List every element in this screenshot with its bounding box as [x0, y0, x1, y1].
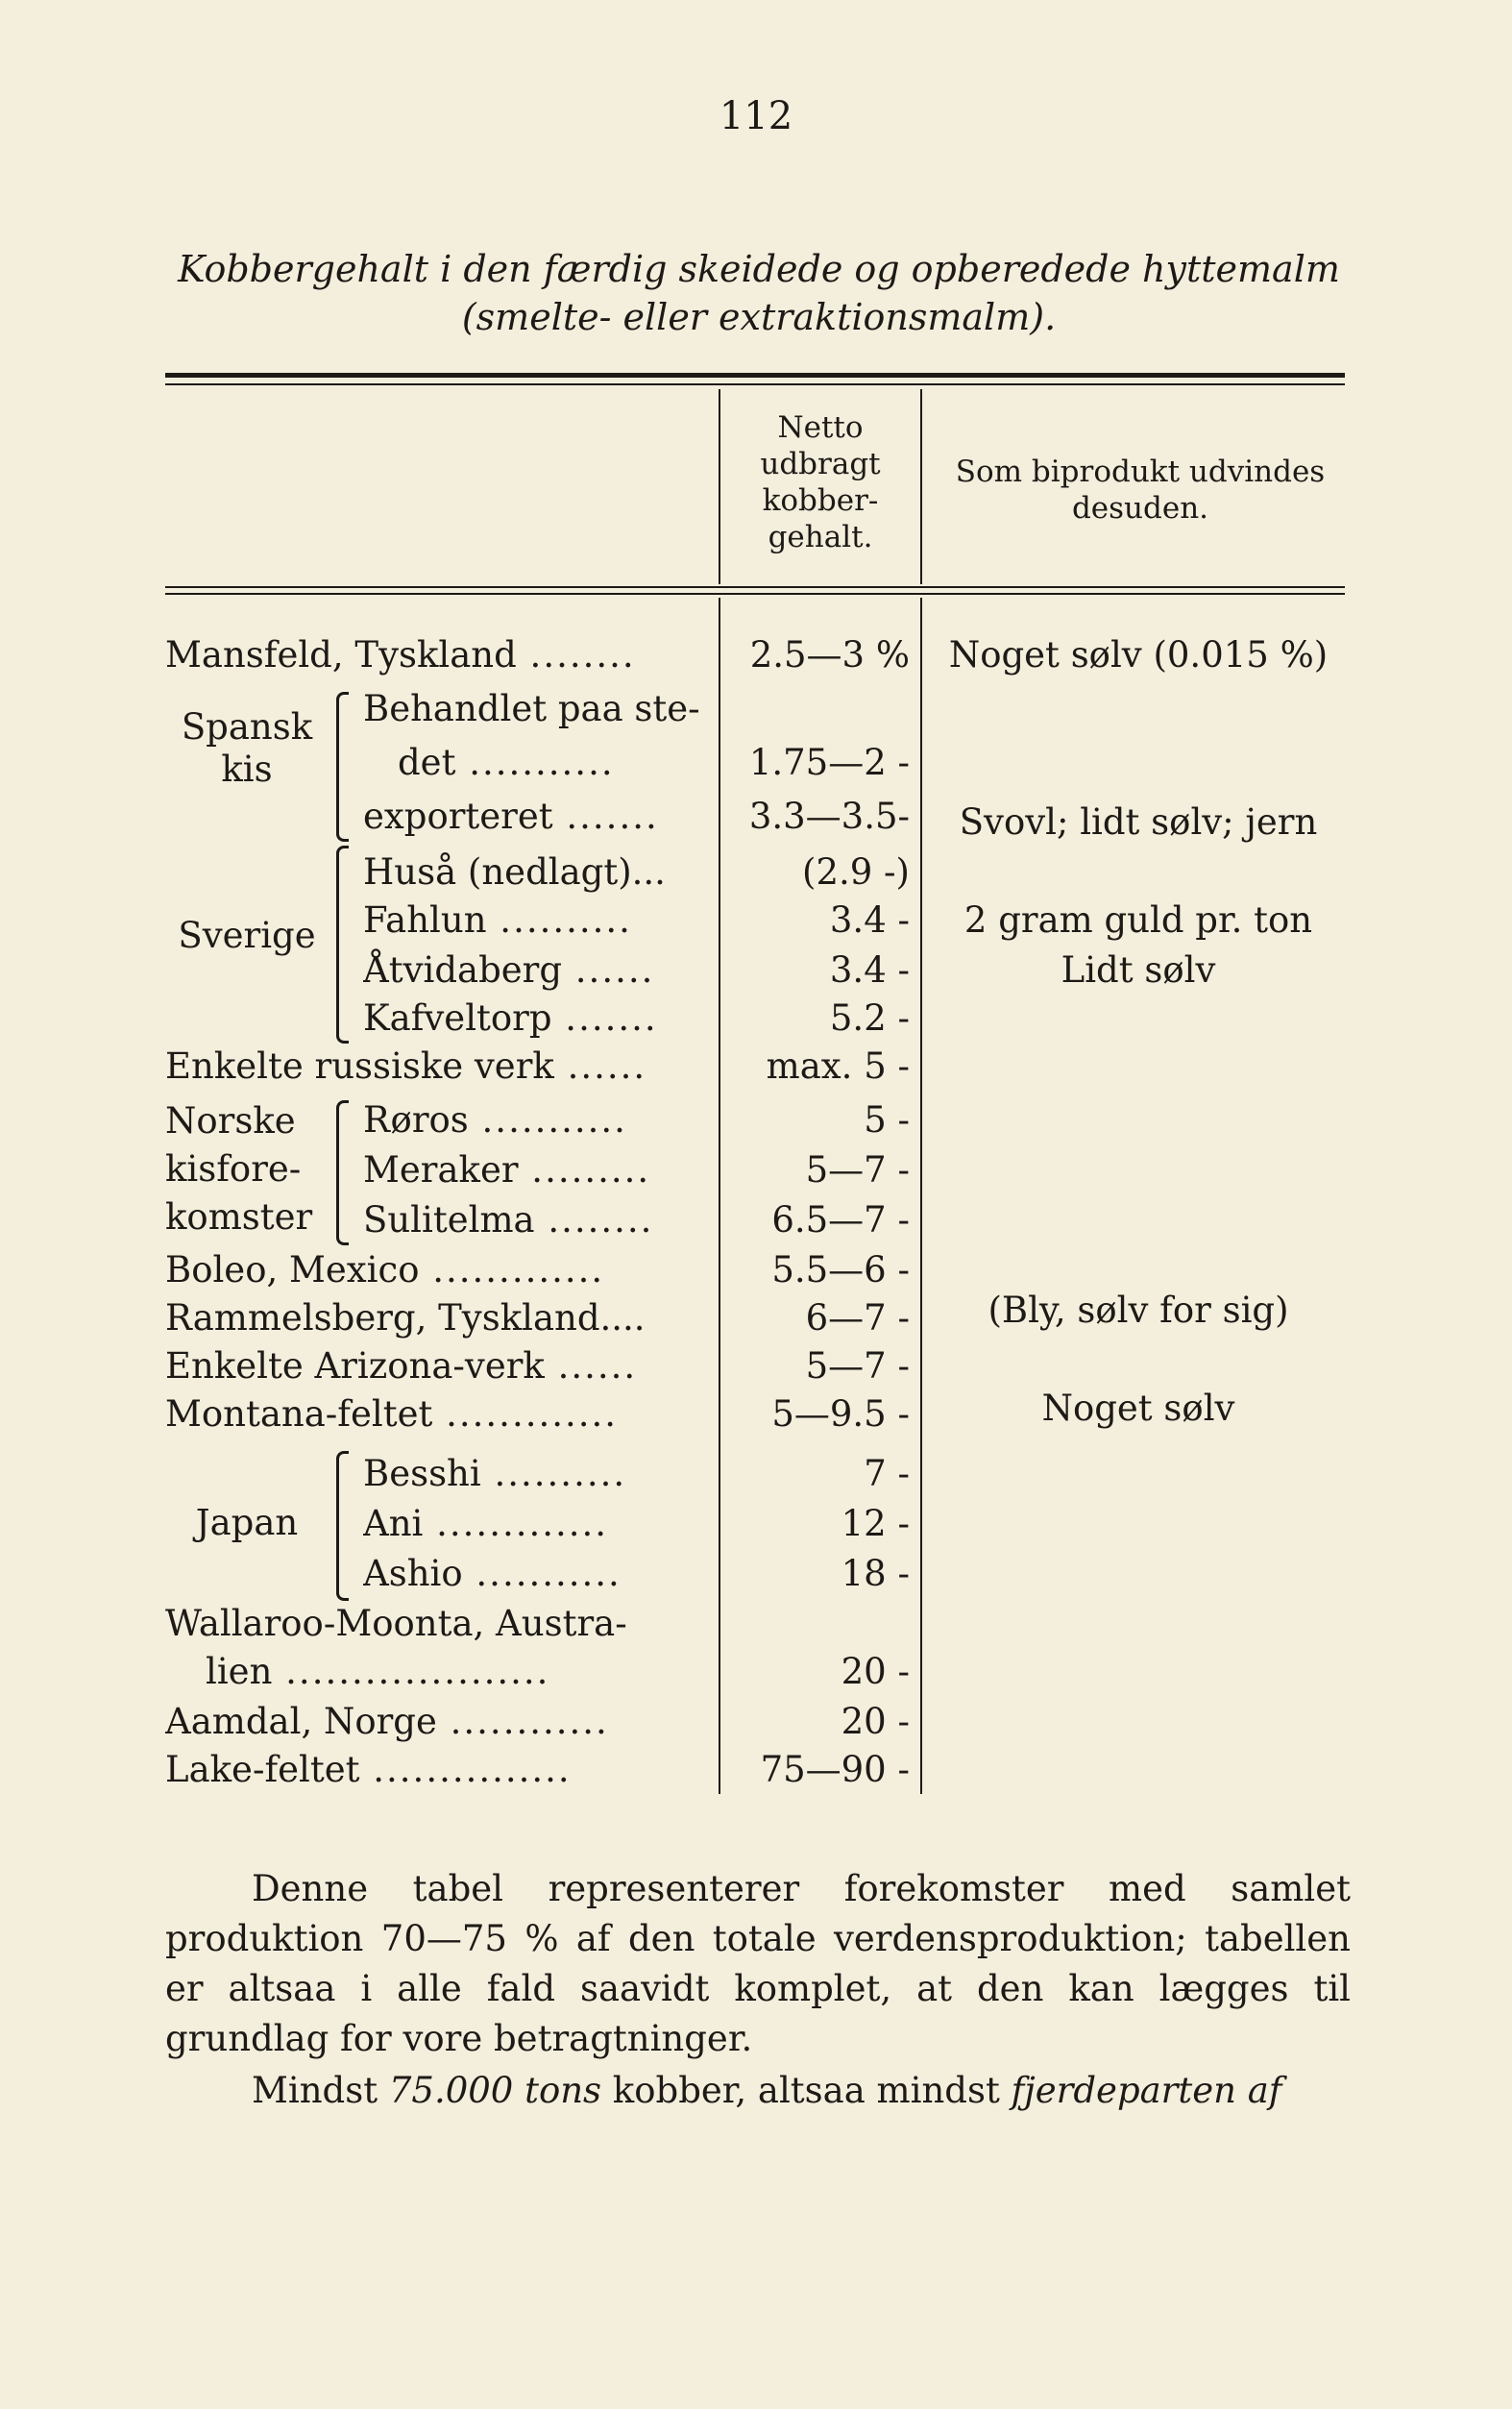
table-row-label: Fahlun ..........: [363, 899, 632, 941]
para2-italic: fjerdeparten af: [1011, 2070, 1282, 2111]
table-row-label: Mansfeld, Tyskland ........: [165, 634, 636, 676]
header-netto-line: gehalt.: [768, 520, 873, 554]
table-row-value: 2.5—3 %: [749, 634, 910, 676]
table-row-label: det ...........: [398, 742, 615, 783]
group-label-japan: [165, 1499, 329, 1547]
table-row-label: Aamdal, Norge ............: [165, 1701, 609, 1742]
header-rule-2: [165, 593, 1345, 595]
group-label-line: Japan: [195, 1502, 299, 1543]
header-biprodukt: [924, 454, 1356, 527]
group-label-line: Spansk: [181, 706, 313, 748]
para2-text: Mindst: [252, 2070, 389, 2111]
table-row-label: Enkelte russiske verk ......: [165, 1045, 647, 1087]
table-row-label: Lake-feltet ...............: [165, 1749, 572, 1790]
group-label-norske: [165, 1097, 357, 1241]
table-row-value: 3.4 -: [829, 949, 910, 991]
table-row-label: Besshi ..........: [363, 1453, 627, 1494]
page-number: 112: [719, 94, 793, 138]
table-row-value: 1.75—2 -: [748, 742, 910, 783]
table-row-label: Boleo, Mexico .............: [165, 1249, 605, 1291]
top-rule-thick: [165, 373, 1345, 378]
table-row-value: 5.5—6 -: [771, 1249, 910, 1291]
group-label-line: kis: [221, 749, 273, 790]
table-row-value: (2.9 -): [802, 851, 910, 893]
table-row-value: 5—7 -: [805, 1149, 910, 1191]
table-row-value: 5.2 -: [829, 997, 910, 1039]
brace-japan: [336, 1451, 349, 1601]
table-row-label: Behandlet paa ste-: [363, 688, 700, 729]
table-row-value: 6—7 -: [805, 1297, 910, 1339]
group-label-line: kisfore-: [165, 1148, 302, 1190]
table-row-byproduct: Noget sølv (0.015 %): [948, 634, 1329, 676]
table-row-byproduct: Svovl; lidt sølv; jern: [959, 801, 1318, 843]
table-row-byproduct: (Bly, sølv for sig): [988, 1290, 1289, 1331]
table-row-label: Ashio ...........: [363, 1553, 622, 1594]
header-biprodukt-line: Som biprodukt udvindes: [955, 455, 1326, 489]
table-row-label: lien ....................: [206, 1651, 550, 1692]
table-title: Kobbergehalt i den færdig skeidede og opberedede hyttemalm: [178, 248, 1340, 290]
table-row-label: Ani .............: [363, 1503, 609, 1544]
table-row-label: Montana-feltet .............: [165, 1393, 619, 1435]
header-netto-line: kobber-: [762, 483, 879, 518]
table-row-label: Åtvidaberg ......: [363, 949, 655, 991]
group-label-line: Norske: [165, 1100, 296, 1142]
para2-text: kobber, altsaa mindst: [601, 2070, 1012, 2111]
table-row-label: Røros ...........: [363, 1099, 627, 1141]
table-row-value: 20 -: [841, 1651, 910, 1692]
body-paragraph-2: [252, 2066, 1351, 2116]
body-paragraph: Denne tabel representerer forekomster med samlet produktion 70—75 % af den totale verdensproduktion; tabellen er altsaa i alle fald saavidt komplet, at den kan lægges til grundlag for vore betragtninger.: [165, 1868, 1351, 2059]
table-row-label: Rammelsberg, Tyskland....: [165, 1297, 646, 1339]
table-row-label: Huså (nedlagt)...: [363, 851, 666, 893]
table-row-value: 3.4 -: [829, 899, 910, 941]
header-netto: [722, 409, 918, 555]
group-label-line: komster: [165, 1196, 313, 1238]
table-row-label: Kafveltorp .......: [363, 997, 658, 1039]
table-row-byproduct: Lidt sølv: [1061, 949, 1216, 991]
header-divider-2: [920, 389, 922, 584]
table-row-value: 6.5—7 -: [771, 1199, 910, 1241]
brace-norske: [336, 1100, 349, 1245]
body-divider-1: [719, 598, 720, 1794]
table-row-value: max. 5 -: [766, 1045, 910, 1087]
brace-spansk: [336, 692, 349, 842]
table-subtitle: (smelte- eller extraktionsmalm).: [461, 296, 1057, 338]
header-divider-1: [719, 389, 720, 584]
group-label-spansk: [165, 706, 329, 791]
top-rule-thin: [165, 383, 1345, 385]
para2-italic: 75.000 tons: [388, 2070, 602, 2111]
table-row-value: 5—7 -: [805, 1345, 910, 1387]
header-netto-line: Netto: [777, 410, 864, 445]
table-row-label: Sulitelma ........: [363, 1199, 654, 1241]
table-row-value: 75—90 -: [760, 1749, 910, 1790]
table-row-label: Wallaroo-Moonta, Austra-: [165, 1603, 627, 1644]
group-label-line: Sverige: [178, 915, 316, 956]
table-row-value: 3.3—3.5-: [748, 796, 910, 837]
table-row-byproduct: Noget sølv: [1041, 1388, 1235, 1429]
header-rule-1: [165, 586, 1345, 588]
brace-sverige: [336, 846, 349, 1044]
header-netto-line: udbragt: [760, 447, 881, 481]
table-row-value: 5 -: [864, 1099, 910, 1141]
table-row-label: Enkelte Arizona-verk ......: [165, 1345, 638, 1387]
table-row-byproduct: 2 gram guld pr. ton: [963, 899, 1313, 941]
table-row-label: Meraker .........: [363, 1149, 651, 1191]
table-row-label: exporteret .......: [363, 796, 659, 837]
table-row-value: 12 -: [841, 1503, 910, 1544]
table-row-value: 5—9.5 -: [771, 1393, 910, 1435]
table-row-value: 7 -: [864, 1453, 910, 1494]
table-row-value: 18 -: [841, 1553, 910, 1594]
table-row-value: 20 -: [841, 1701, 910, 1742]
body-divider-2: [920, 598, 922, 1794]
group-label-sverige: [165, 915, 329, 957]
header-biprodukt-line: desuden.: [1071, 491, 1209, 526]
